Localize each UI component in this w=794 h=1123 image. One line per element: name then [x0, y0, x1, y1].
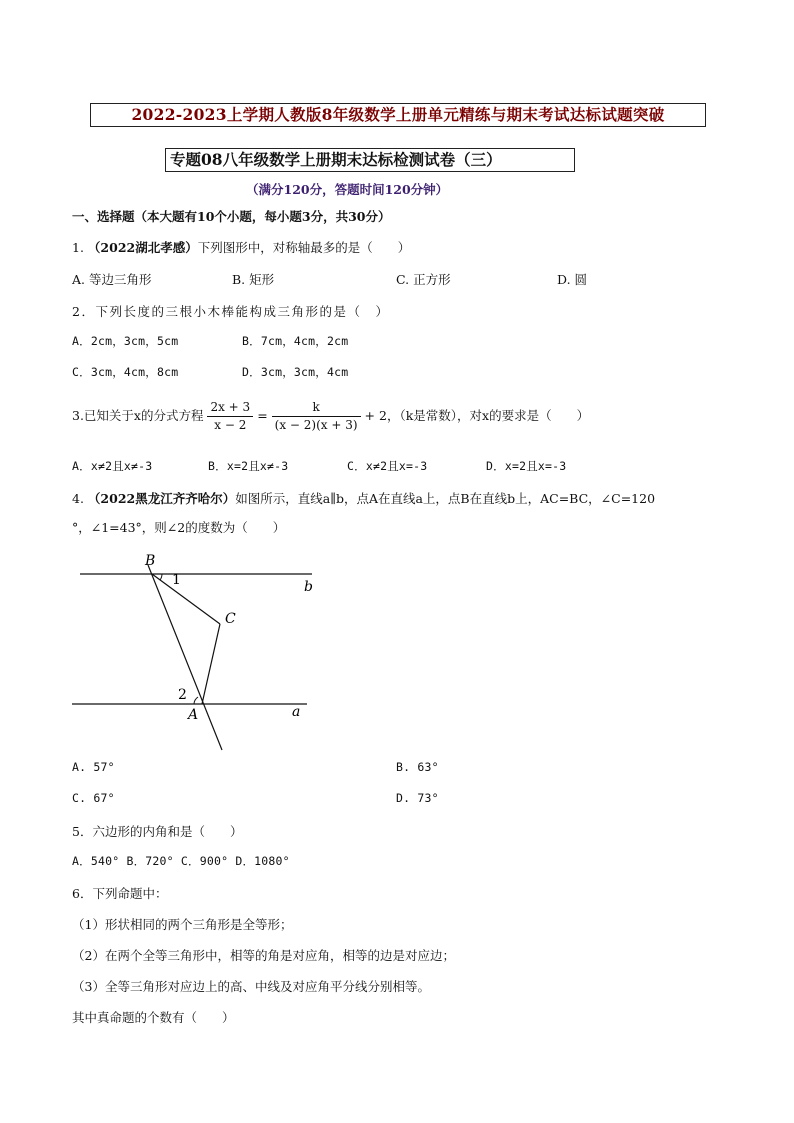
- q4-option-d: D. 73°: [396, 791, 439, 805]
- q4-line-1: 如图所示，直线a∥b，点A在直线a上，点B在直线b上，AC=BC，∠C=120: [235, 491, 656, 506]
- q4-option-a: A. 57°: [72, 760, 115, 774]
- series-title: 2022-2023上学期人教版8年级数学上册单元精练与期末考试达标试题突破: [90, 103, 706, 127]
- label-c-point: C: [225, 611, 236, 627]
- paper-title: 专题08八年级数学上册期末达标检测试卷（三）: [165, 148, 575, 172]
- q3-fraction-2: [272, 399, 361, 434]
- q3-frac2-numerator: k: [272, 399, 361, 417]
- q5-options: A．540° B．720° C．900° D．1080°: [72, 854, 290, 868]
- label-line-a: a: [292, 704, 301, 720]
- segment-ca: [202, 624, 220, 704]
- q6-tail: 其中真命题的个数有（ ）: [72, 1010, 235, 1025]
- label-line-b: b: [304, 579, 313, 595]
- q3-equals: =: [257, 408, 268, 423]
- q1-source: （2022湖北孝感）: [87, 240, 198, 255]
- q3-option-b: B．x=2且x≠-3: [208, 459, 289, 473]
- q2-option-b: B．7cm，4cm，2cm: [242, 334, 349, 348]
- angle-2-arc: [194, 697, 198, 704]
- transversal-line: [148, 565, 222, 750]
- q3-fraction-1: [207, 399, 253, 434]
- label-b-point: B: [145, 553, 156, 569]
- q1-option-b: B. 矩形: [232, 272, 275, 287]
- q2-option-a: A．2cm，3cm，5cm: [72, 334, 179, 348]
- label-angle-2: 2: [178, 687, 187, 703]
- q4-line-2: °，∠1=43°，则∠2的度数为（ ）: [72, 520, 286, 535]
- question-5: 5．六边形的内角和是（ ）: [72, 824, 243, 839]
- question-1: [72, 238, 410, 256]
- q3-suffix: ，（k是常数），对x的要求是（ ）: [386, 408, 590, 423]
- question-2: 2．下列长度的三根小木棒能构成三角形的是（ ）: [72, 304, 390, 319]
- q3-option-a: A．x≠2且x≠-3: [72, 459, 153, 473]
- q3-option-c: C．x≠2且x=-3: [347, 459, 428, 473]
- label-angle-1: 1: [172, 572, 181, 588]
- q1-option-a: A. 等边三角形: [72, 272, 152, 287]
- q1-number: 1.: [72, 240, 84, 255]
- q6-statement-2: （2）在两个全等三角形中，相等的角是对应角，相等的边是对应边；: [72, 948, 455, 963]
- q3-plus-two: + 2: [364, 408, 387, 423]
- q4-source: （2022黑龙江齐齐哈尔）: [87, 491, 236, 506]
- q4-option-b: B. 63°: [396, 760, 439, 774]
- q4-geometry-figure: [60, 545, 330, 755]
- question-4: [72, 489, 655, 507]
- q3-frac2-denominator: (x − 2)(x + 3): [274, 418, 358, 432]
- question-6: 6．下列命题中：: [72, 886, 168, 901]
- q6-statement-3: （3）全等三角形对应边上的高、中线及对应角平分线分别相等。: [72, 979, 430, 994]
- section-heading: 一、选择题（本大题有10个小题，每小题3分，共30分）: [72, 209, 391, 224]
- q4-option-c: C. 67°: [72, 791, 115, 805]
- q3-prefix: 3.已知关于x的分式方程: [72, 408, 204, 423]
- q2-option-d: D．3cm，3cm，4cm: [242, 365, 349, 379]
- q3-frac1-numerator: 2x + 3: [207, 399, 253, 417]
- q1-text: 下列图形中，对称轴最多的是（ ）: [197, 240, 411, 255]
- label-a-point: A: [188, 707, 199, 723]
- q1-option-d: D. 圆: [557, 272, 588, 287]
- question-3: [72, 396, 589, 436]
- q3-frac1-denominator: x − 2: [214, 418, 247, 432]
- q1-option-c: C. 正方形: [396, 272, 451, 287]
- score-time-note: （满分120分，答题时间120分钟）: [246, 182, 449, 197]
- q4-number: 4.: [72, 491, 84, 506]
- q6-statement-1: （1）形状相同的两个三角形是全等形；: [72, 917, 293, 932]
- q2-option-c: C．3cm，4cm，8cm: [72, 365, 179, 379]
- q3-option-d: D．x=2且x=-3: [486, 459, 567, 473]
- angle-1-arc: [160, 574, 162, 580]
